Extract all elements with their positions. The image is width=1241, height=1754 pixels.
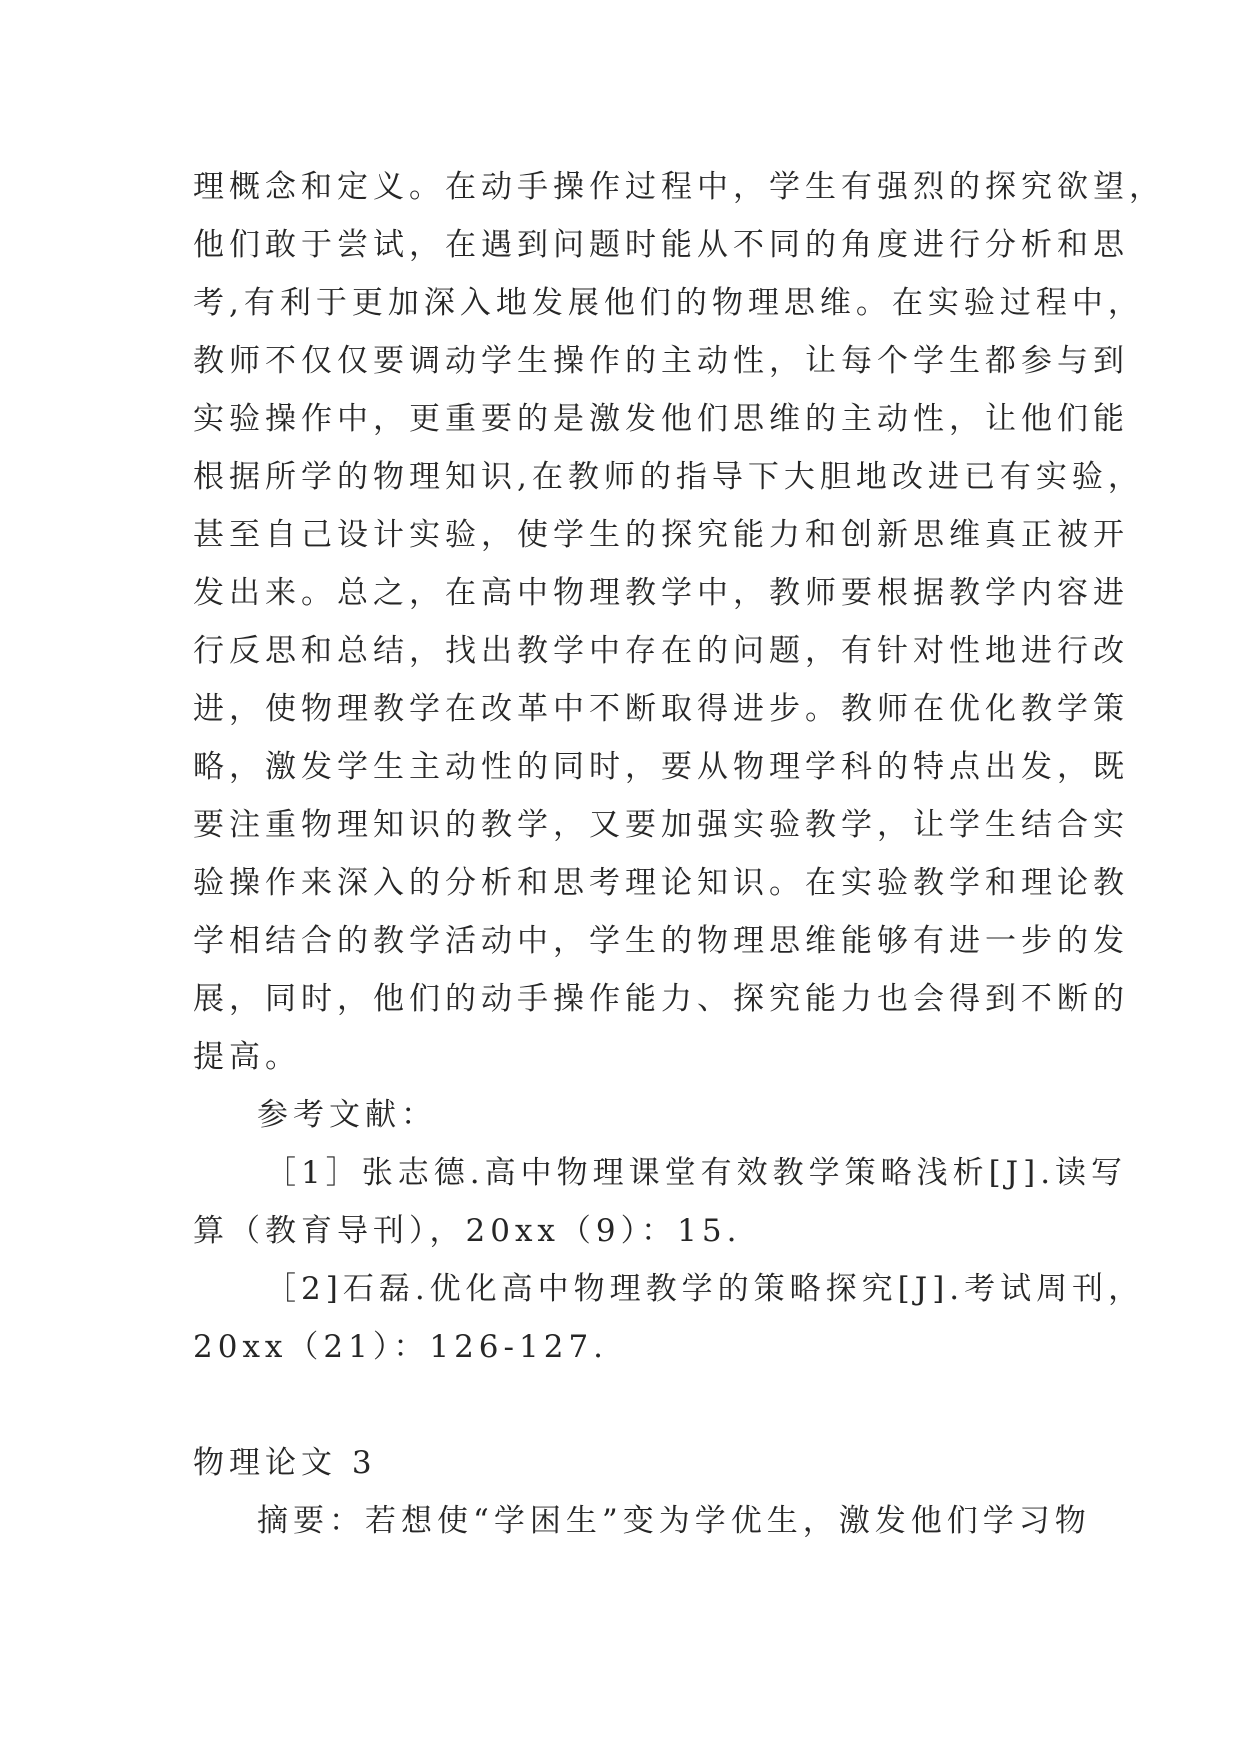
body-line-13: 验操作来深入的分析和思考理论知识。在实验教学和理论教 (193, 865, 1129, 901)
body-line-12: 要注重物理知识的教学，又要加强实验教学，让学生结合实 (193, 807, 1129, 843)
section-title: 物理论文 3 (193, 1445, 377, 1481)
body-line-4: 教师不仅仅要调动学生操作的主动性，让每个学生都参与到 (193, 343, 1129, 379)
body-line-5: 实验操作中，更重要的是激发他们思维的主动性，让他们能 (193, 401, 1129, 437)
document-body (193, 158, 1165, 1550)
section-spacer (193, 1376, 1053, 1434)
body-line-1: 理概念和定义。在动手操作过程中，学生有强烈的探究欲望， (193, 169, 1165, 205)
body-line-8: 发出来。总之，在高中物理教学中，教师要根据教学内容进 (193, 575, 1129, 611)
body-line-7: 甚至自己设计实验，使学生的探究能力和创新思维真正被开 (193, 517, 1129, 553)
reference-1-line-1: ［1］张志德.高中物理课堂有效教学策略浅析[J].读写 (265, 1155, 1128, 1191)
body-line-3: 考,有利于更加深入地发展他们的物理思维。在实验过程中， (193, 285, 1144, 321)
reference-1-line-2: 算（教育导刊），20xx（9）：15. (193, 1213, 742, 1249)
body-line-2: 他们敢于尝试，在遇到问题时能从不同的角度进行分析和思 (193, 227, 1129, 263)
body-line-14: 学相结合的教学活动中，学生的物理思维能够有进一步的发 (193, 923, 1129, 959)
body-line-10: 进，使物理教学在改革中不断取得进步。教师在优化教学策 (193, 691, 1129, 727)
body-line-11: 略，激发学生主动性的同时，要从物理学科的特点出发，既 (193, 749, 1129, 785)
references-heading: 参考文献： (257, 1097, 437, 1133)
body-line-9: 行反思和总结，找出教学中存在的问题，有针对性地进行改 (193, 633, 1129, 669)
abstract-line-1: 摘要：若想使“学困生”变为学优生，激发他们学习物 (257, 1503, 1091, 1539)
reference-2-line-2: 20xx（21）：126-127. (193, 1329, 609, 1365)
reference-2-line-1: ［2]石磊.优化高中物理教学的策略探究[J].考试周刊， (265, 1271, 1145, 1307)
body-line-6: 根据所学的物理知识,在教师的指导下大胆地改进已有实验， (193, 459, 1144, 495)
body-line-16: 提高。 (193, 1039, 301, 1075)
body-line-15: 展，同时，他们的动手操作能力、探究能力也会得到不断的 (193, 981, 1129, 1017)
